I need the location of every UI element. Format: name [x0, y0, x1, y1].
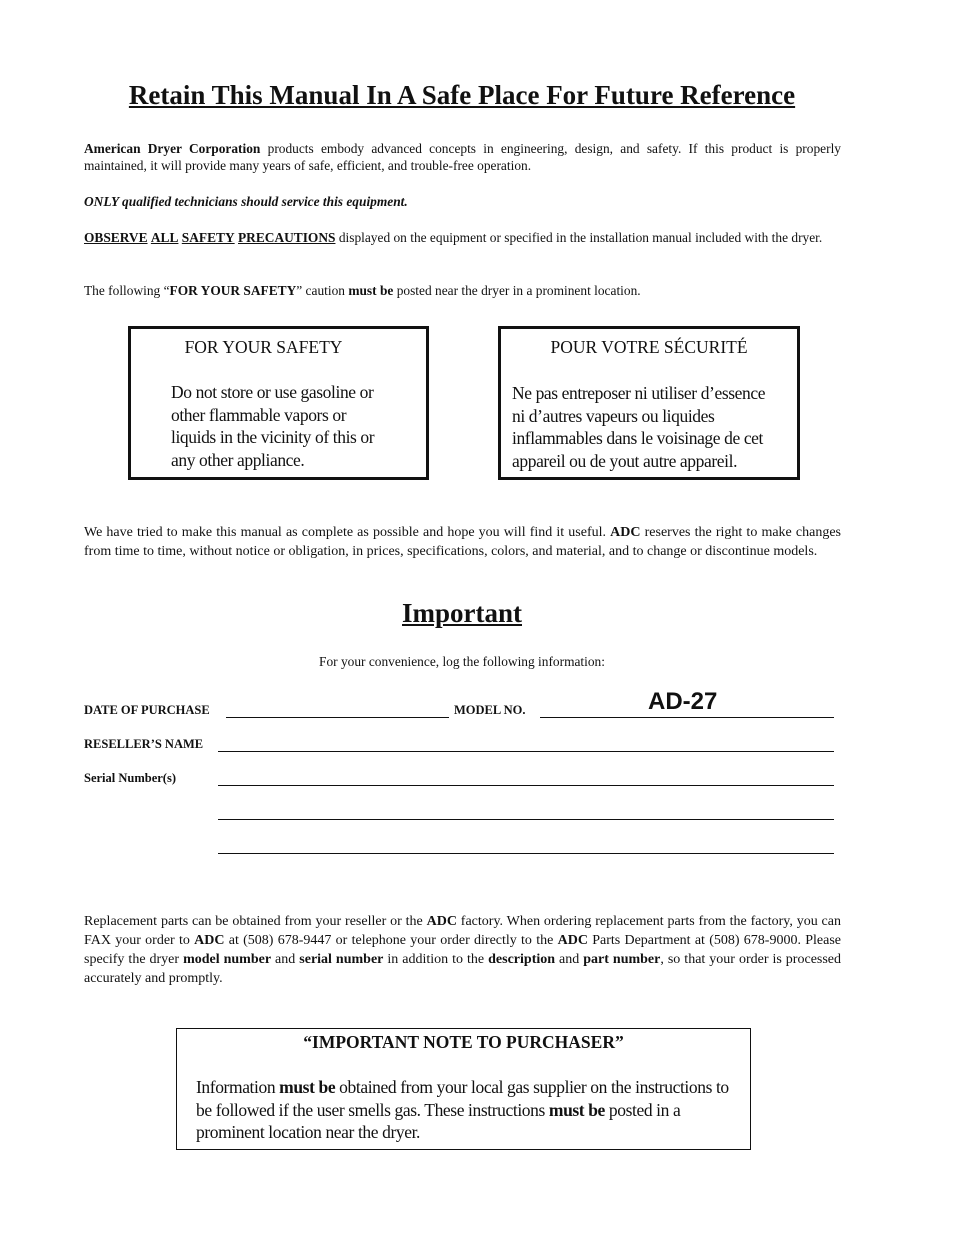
safety-box-heading: FOR YOUR SAFETY [184, 337, 343, 357]
serial-number-line-2 [218, 819, 834, 820]
observe-precautions-paragraph: OBSERVE ALL SAFETY PRECAUTIONS displayed on the equipment or specified in the installation manual included with the dryer. [84, 230, 823, 245]
page-title: Retain This Manual In A Safe Place For Future Reference [128, 80, 796, 110]
model-no-label: MODEL NO. [454, 703, 526, 717]
safety-box-english [128, 326, 429, 480]
safety-box-text-fr: Ne pas entreposer ni utiliser d’essence ni d’autres vapeurs ou liquides inflammables dans le voisinage de cet appareil ou de yout autre appareil. [512, 383, 766, 471]
log-prompt: For your convenience, log the following information: [319, 654, 605, 669]
qualified-technicians-note: ONLY qualified technicians should service this equipment. [84, 194, 408, 209]
model-no-line [540, 717, 834, 718]
safety-box-text: Do not store or use gasoline or other flammable vapors or liquids in the vicinity of this or any other appliance. [171, 382, 375, 470]
caution-instruction: The following “FOR YOUR SAFETY” caution must be posted near the dryer in a prominent location. [84, 283, 641, 298]
model-no-value: AD-27 [648, 688, 718, 715]
resellers-name-line [218, 751, 834, 752]
important-heading: Important [402, 598, 522, 628]
purchaser-note-box [176, 1028, 751, 1150]
purchaser-note-text: Information must be obtained from your local gas supplier on the instructions to be followed if the user smells gas. These instructions must be posted in a prominent location near the dryer. [196, 1077, 729, 1142]
company-name: American Dryer Corporation [84, 141, 261, 156]
manual-completeness-paragraph: We have tried to make this manual as complete as possible and hope you will find it useful. ADC reserves the right to make changes from time to time, without notice or obligation, in prices, specifications, colors, and material, and to change or discontinue models. [84, 525, 841, 559]
safety-box-heading-fr: POUR VOTRE SÉCURITÉ [550, 337, 748, 357]
serial-number-line-1 [218, 785, 834, 786]
resellers-name-label: RESELLER’S NAME [84, 737, 204, 751]
date-of-purchase-line [226, 717, 449, 718]
intro-paragraph: American Dryer Corporation products embody advanced concepts in engineering, design, and safety. If this product is properly maintained, it will provide many years of safe, efficient, and trouble-free operation. [84, 141, 841, 173]
serial-numbers-label: Serial Number(s) [84, 771, 176, 785]
date-of-purchase-label: DATE OF PURCHASE [84, 703, 210, 717]
purchaser-note-heading: “IMPORTANT NOTE TO PURCHASER” [303, 1032, 624, 1052]
replacement-parts-paragraph: Replacement parts can be obtained from your reseller or the ADC factory. When ordering replacement parts from the factory, you can FAX your order to ADC at (508) 678-9447 or telephone your order directly to the ADC Parts Department at (508) 678-9000. Please specify the dryer model number and serial number in addition to the description and part number, so that your order is processed accurately and promptly. [84, 914, 842, 986]
serial-number-line-3 [218, 853, 834, 854]
safety-box-french [498, 326, 800, 480]
